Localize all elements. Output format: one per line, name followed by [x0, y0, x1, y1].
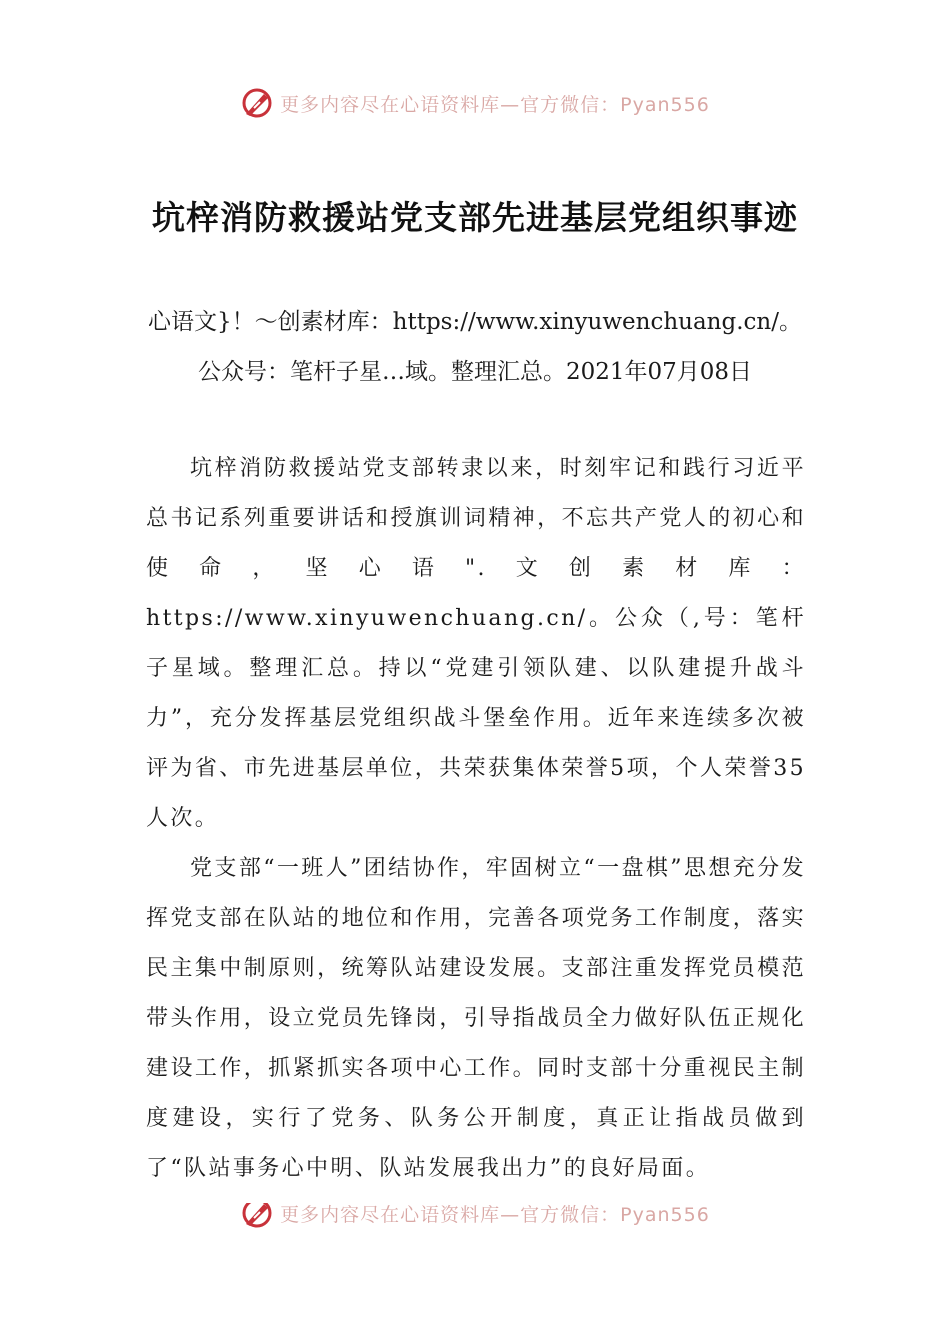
header-banner-text: 更多内容尽在心语资料库—官方微信：Pyan556: [280, 93, 710, 116]
document-body: [146, 444, 806, 1194]
pen-logo-icon: [240, 86, 274, 120]
document-source-info: 心语文}！～创素材库：https://www.xinyuwenchuang.cn/。公众号：笔杆子星…域。整理汇总。2021年07月08日: [148, 309, 802, 385]
footer-banner: [0, 1203, 950, 1243]
paragraph-1: 坑梓消防救援站党支部转隶以来，时刻牢记和践行习近平总书记系列重要讲话和授旗训词精神，不忘共产党人的初心和使命，坚心语".文创素材库：https://www.xinyuwenchuang.cn/。公众（,号：笔杆子星域。整理汇总。持以“党建引领队建、以队建提升战斗力”，充分发挥基层党组织战斗堡垒作用。近年来连续多次被评为省、市先进基层单位，共荣获集体荣誉5项，个人荣誉35人次。: [146, 456, 806, 831]
pen-logo-icon: [240, 1203, 274, 1230]
footer-banner-text: 更多内容尽在心语资料库—官方微信：Pyan556: [280, 1203, 710, 1226]
document-title: 坑梓消防救援站党支部先进基层党组织事迹: [152, 198, 798, 237]
header-banner-content: [240, 86, 710, 120]
paragraph-2: 党支部“一班人”团结协作，牢固树立“一盘棋”思想充分发挥党支部在队站的地位和作用，完善各项党务工作制度，落实民主集中制原则，统筹队站建设发展。支部注重发挥党员模范带头作用，设立党员先锋岗，引导指战员全力做好队伍正规化建设工作，抓紧抓实各项中心工作。同时支部十分重视民主制度建设，实行了党务、队务公开制度，真正让指战员做到了“队站事务心中明、队站发展我出力”的良好局面。: [146, 856, 806, 1181]
header-banner: [0, 83, 950, 123]
footer-banner-content: [240, 1203, 710, 1230]
